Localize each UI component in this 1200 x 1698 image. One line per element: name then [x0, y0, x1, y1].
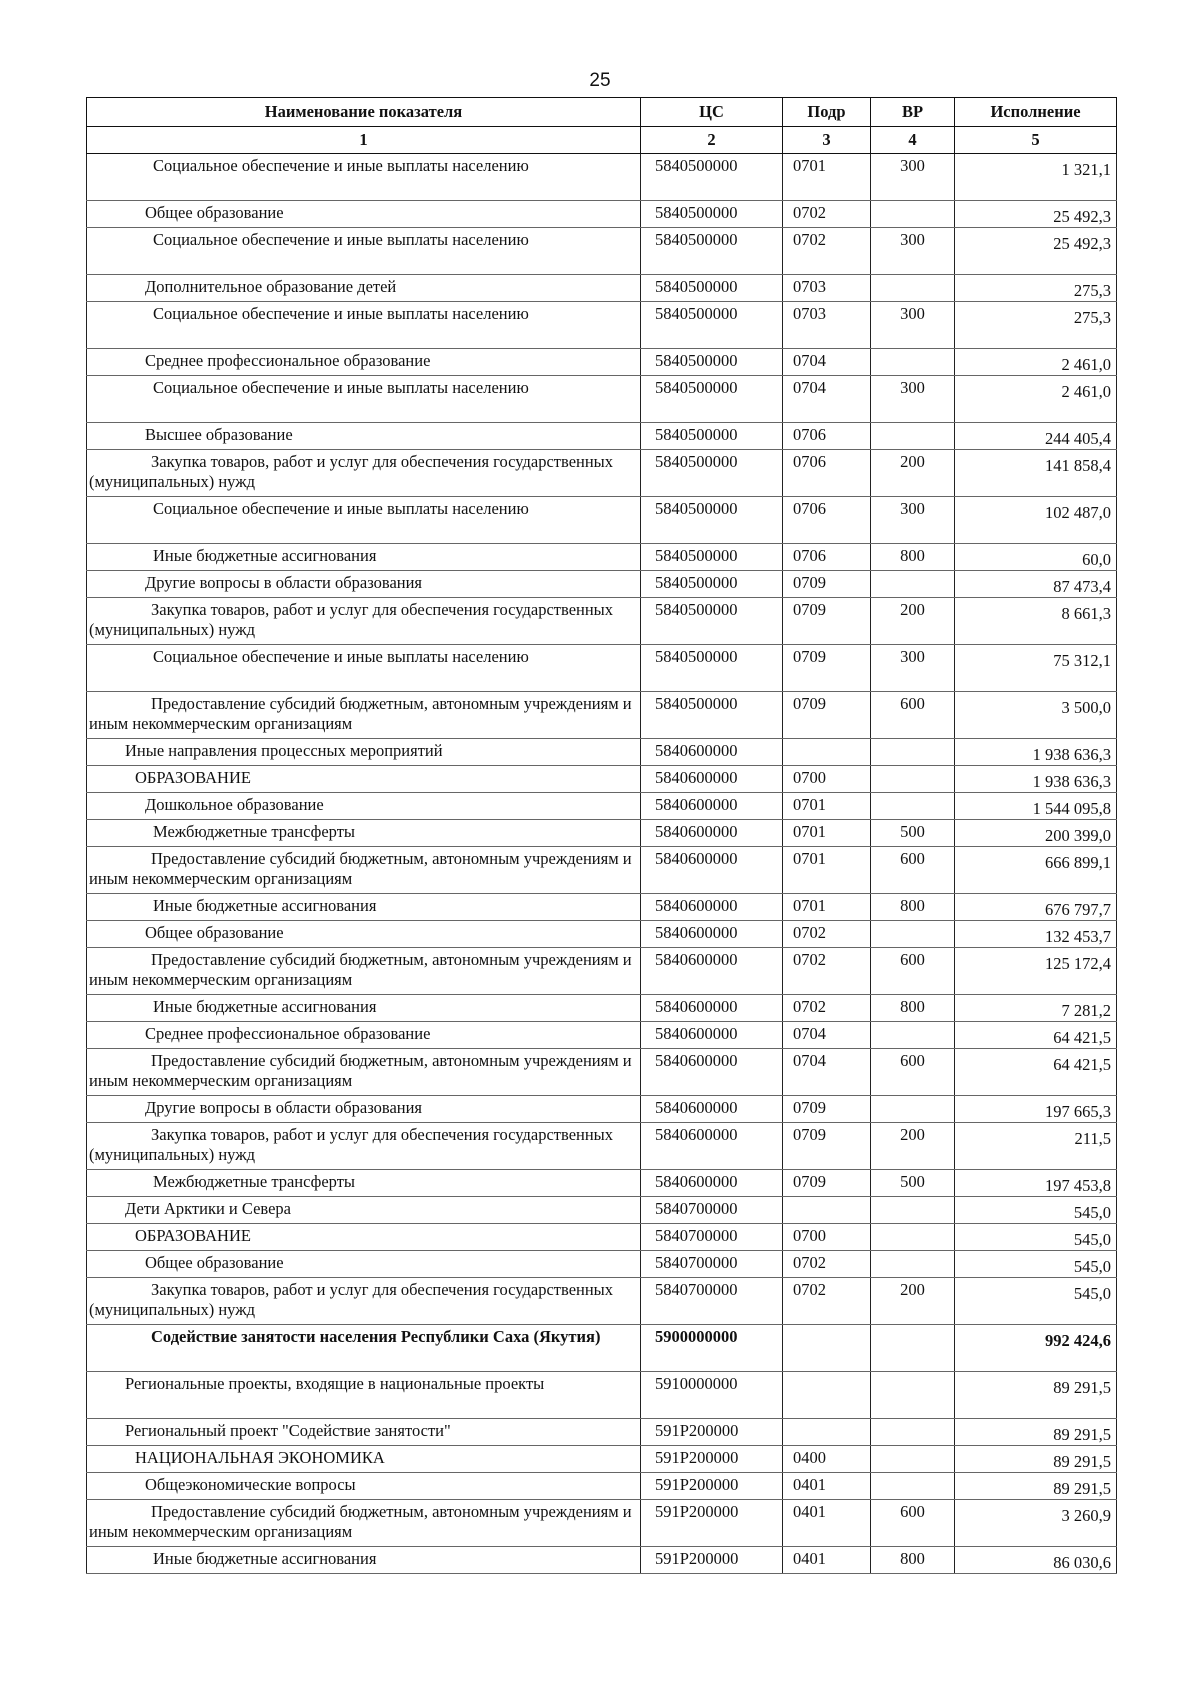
table-row: [87, 1197, 1117, 1224]
row-vr-cell: [871, 1096, 955, 1123]
row-vr-cell: [871, 275, 955, 302]
page-number: 25: [589, 70, 611, 91]
row-vr-cell: [871, 201, 955, 228]
row-vr-cell: 500: [871, 1170, 955, 1197]
row-isp-cell: 1 544 095,8: [955, 793, 1117, 820]
row-cs-cell: 5840500000: [641, 302, 783, 349]
table-row: [87, 497, 1117, 544]
row-vr-cell: [871, 1446, 955, 1473]
row-cs-cell: 5840600000: [641, 847, 783, 894]
row-name-cell: Межбюджетные трансферты: [87, 1170, 641, 1197]
header-number: 5: [955, 127, 1117, 154]
row-isp-cell: 545,0: [955, 1197, 1117, 1224]
row-podr-cell: 0709: [783, 692, 871, 739]
budget-execution-table: [86, 97, 1117, 1574]
row-name-cell: Закупка товаров, работ и услуг для обеспечения государственных (муниципальных) нужд: [87, 1278, 641, 1325]
row-name-cell: Социальное обеспечение и иные выплаты населению: [87, 497, 641, 544]
row-isp-cell: 3 500,0: [955, 692, 1117, 739]
row-isp-cell: 89 291,5: [955, 1419, 1117, 1446]
table-row: [87, 302, 1117, 349]
row-name-cell: Предоставление субсидий бюджетным, автономным учреждениям и иным некоммерческим организациям: [87, 1500, 641, 1547]
row-cs-cell: 5840500000: [641, 598, 783, 645]
row-name-cell: Другие вопросы в области образования: [87, 1096, 641, 1123]
table-row: [87, 739, 1117, 766]
row-cs-cell: 5840600000: [641, 948, 783, 995]
row-podr-cell: 0703: [783, 275, 871, 302]
row-vr-cell: 600: [871, 1049, 955, 1096]
row-name-cell: Региональный проект "Содействие занятости": [87, 1419, 641, 1446]
table-row: [87, 766, 1117, 793]
row-cs-cell: 5840500000: [641, 423, 783, 450]
row-vr-cell: [871, 1022, 955, 1049]
row-cs-cell: 5840500000: [641, 275, 783, 302]
row-name-cell: Иные направления процессных мероприятий: [87, 739, 641, 766]
row-name-cell: Общеэкономические вопросы: [87, 1473, 641, 1500]
row-podr-cell: 0709: [783, 1170, 871, 1197]
row-name-cell: Предоставление субсидий бюджетным, автономным учреждениям и иным некоммерческим организациям: [87, 847, 641, 894]
row-cs-cell: 591P200000: [641, 1419, 783, 1446]
table-row: [87, 692, 1117, 739]
row-name-cell: Общее образование: [87, 1251, 641, 1278]
table-row: [87, 921, 1117, 948]
row-cs-cell: 5840500000: [641, 544, 783, 571]
row-isp-cell: 102 487,0: [955, 497, 1117, 544]
row-isp-cell: 275,3: [955, 302, 1117, 349]
row-cs-cell: 5840600000: [641, 1096, 783, 1123]
table-row: [87, 1372, 1117, 1419]
row-name-cell: Предоставление субсидий бюджетным, автономным учреждениям и иным некоммерческим организациям: [87, 948, 641, 995]
row-cs-cell: 5840500000: [641, 497, 783, 544]
row-podr-cell: 0401: [783, 1547, 871, 1574]
row-isp-cell: 3 260,9: [955, 1500, 1117, 1547]
row-podr-cell: [783, 1197, 871, 1224]
table-row: [87, 423, 1117, 450]
table-row: [87, 1446, 1117, 1473]
row-vr-cell: [871, 766, 955, 793]
row-cs-cell: 5840500000: [641, 645, 783, 692]
row-name-cell: Дополнительное образование детей: [87, 275, 641, 302]
row-cs-cell: 5840500000: [641, 228, 783, 275]
table-row: [87, 349, 1117, 376]
row-podr-cell: 0702: [783, 1278, 871, 1325]
row-name-cell: Содействие занятости населения Республики Саха (Якутия): [87, 1325, 641, 1372]
table-body: [87, 154, 1117, 1574]
header-name: Наименование показателя: [87, 98, 641, 127]
row-name-cell: Общее образование: [87, 201, 641, 228]
row-cs-cell: 5910000000: [641, 1372, 783, 1419]
row-vr-cell: 600: [871, 692, 955, 739]
table-row: [87, 201, 1117, 228]
row-isp-cell: 87 473,4: [955, 571, 1117, 598]
row-podr-cell: 0701: [783, 820, 871, 847]
row-podr-cell: 0702: [783, 1251, 871, 1278]
row-vr-cell: 300: [871, 645, 955, 692]
row-cs-cell: 5840600000: [641, 921, 783, 948]
row-name-cell: Иные бюджетные ассигнования: [87, 894, 641, 921]
table-row: [87, 793, 1117, 820]
row-name-cell: Общее образование: [87, 921, 641, 948]
row-cs-cell: 5840600000: [641, 894, 783, 921]
row-vr-cell: 300: [871, 154, 955, 201]
row-name-cell: Предоставление субсидий бюджетным, автономным учреждениям и иным некоммерческим организациям: [87, 1049, 641, 1096]
row-vr-cell: 200: [871, 1123, 955, 1170]
row-name-cell: Иные бюджетные ассигнования: [87, 544, 641, 571]
row-isp-cell: 197 453,8: [955, 1170, 1117, 1197]
row-isp-cell: 211,5: [955, 1123, 1117, 1170]
row-name-cell: Среднее профессиональное образование: [87, 1022, 641, 1049]
row-name-cell: Другие вопросы в области образования: [87, 571, 641, 598]
table-row: [87, 571, 1117, 598]
row-podr-cell: 0704: [783, 376, 871, 423]
row-isp-cell: 992 424,6: [955, 1325, 1117, 1372]
row-podr-cell: 0702: [783, 921, 871, 948]
row-vr-cell: 500: [871, 820, 955, 847]
table-row: [87, 450, 1117, 497]
row-vr-cell: [871, 349, 955, 376]
row-vr-cell: 600: [871, 1500, 955, 1547]
row-isp-cell: 89 291,5: [955, 1473, 1117, 1500]
table-row: [87, 1251, 1117, 1278]
table-row: [87, 154, 1117, 201]
row-cs-cell: 5840500000: [641, 571, 783, 598]
row-name-cell: Закупка товаров, работ и услуг для обеспечения государственных (муниципальных) нужд: [87, 1123, 641, 1170]
row-name-cell: Иные бюджетные ассигнования: [87, 1547, 641, 1574]
table-header-row: [87, 98, 1117, 127]
row-name-cell: Предоставление субсидий бюджетным, автономным учреждениям и иным некоммерческим организациям: [87, 692, 641, 739]
row-cs-cell: 5840600000: [641, 793, 783, 820]
row-podr-cell: 0701: [783, 847, 871, 894]
row-name-cell: Региональные проекты, входящие в национальные проекты: [87, 1372, 641, 1419]
row-vr-cell: [871, 921, 955, 948]
row-cs-cell: 5840600000: [641, 1022, 783, 1049]
header-cs: ЦС: [641, 98, 783, 127]
row-name-cell: Социальное обеспечение и иные выплаты населению: [87, 302, 641, 349]
row-isp-cell: 25 492,3: [955, 228, 1117, 275]
row-isp-cell: 8 661,3: [955, 598, 1117, 645]
table-row: [87, 376, 1117, 423]
row-name-cell: Дети Арктики и Севера: [87, 1197, 641, 1224]
row-isp-cell: 75 312,1: [955, 645, 1117, 692]
row-podr-cell: 0702: [783, 948, 871, 995]
row-cs-cell: 591P200000: [641, 1500, 783, 1547]
row-name-cell: ОБРАЗОВАНИЕ: [87, 1224, 641, 1251]
row-cs-cell: 5840500000: [641, 692, 783, 739]
table-row: [87, 228, 1117, 275]
row-isp-cell: 89 291,5: [955, 1446, 1117, 1473]
table-row: [87, 1022, 1117, 1049]
row-vr-cell: 800: [871, 544, 955, 571]
header-number: 2: [641, 127, 783, 154]
row-isp-cell: 2 461,0: [955, 376, 1117, 423]
row-vr-cell: 200: [871, 450, 955, 497]
row-podr-cell: [783, 739, 871, 766]
row-podr-cell: 0702: [783, 201, 871, 228]
header-number: 1: [87, 127, 641, 154]
row-cs-cell: 591P200000: [641, 1473, 783, 1500]
row-name-cell: Иные бюджетные ассигнования: [87, 995, 641, 1022]
row-vr-cell: 300: [871, 497, 955, 544]
row-podr-cell: 0701: [783, 154, 871, 201]
row-podr-cell: 0709: [783, 571, 871, 598]
row-podr-cell: 0702: [783, 228, 871, 275]
table-row: [87, 1224, 1117, 1251]
header-number: 4: [871, 127, 955, 154]
row-podr-cell: 0700: [783, 766, 871, 793]
row-cs-cell: 5840500000: [641, 201, 783, 228]
row-podr-cell: [783, 1325, 871, 1372]
row-isp-cell: 666 899,1: [955, 847, 1117, 894]
row-isp-cell: 64 421,5: [955, 1049, 1117, 1096]
row-isp-cell: 125 172,4: [955, 948, 1117, 995]
row-podr-cell: 0701: [783, 894, 871, 921]
row-podr-cell: 0700: [783, 1224, 871, 1251]
row-cs-cell: 5840600000: [641, 1123, 783, 1170]
row-podr-cell: 0706: [783, 544, 871, 571]
row-vr-cell: 600: [871, 948, 955, 995]
row-cs-cell: 5840600000: [641, 1049, 783, 1096]
row-vr-cell: 600: [871, 847, 955, 894]
row-isp-cell: 1 938 636,3: [955, 739, 1117, 766]
table-row: [87, 1170, 1117, 1197]
row-isp-cell: 132 453,7: [955, 921, 1117, 948]
row-name-cell: НАЦИОНАЛЬНАЯ ЭКОНОМИКА: [87, 1446, 641, 1473]
row-name-cell: Межбюджетные трансферты: [87, 820, 641, 847]
table-row: [87, 598, 1117, 645]
row-vr-cell: [871, 793, 955, 820]
row-vr-cell: [871, 1197, 955, 1224]
row-name-cell: Закупка товаров, работ и услуг для обеспечения государственных (муниципальных) нужд: [87, 450, 641, 497]
row-cs-cell: 591P200000: [641, 1547, 783, 1574]
row-cs-cell: 5840700000: [641, 1197, 783, 1224]
row-podr-cell: 0401: [783, 1500, 871, 1547]
row-vr-cell: [871, 423, 955, 450]
table-row: [87, 1325, 1117, 1372]
row-isp-cell: 25 492,3: [955, 201, 1117, 228]
row-name-cell: Среднее профессиональное образование: [87, 349, 641, 376]
row-podr-cell: 0702: [783, 995, 871, 1022]
row-name-cell: ОБРАЗОВАНИЕ: [87, 766, 641, 793]
row-cs-cell: 591P200000: [641, 1446, 783, 1473]
row-vr-cell: [871, 571, 955, 598]
row-isp-cell: 197 665,3: [955, 1096, 1117, 1123]
row-podr-cell: 0706: [783, 497, 871, 544]
row-cs-cell: 5840500000: [641, 450, 783, 497]
row-cs-cell: 5840700000: [641, 1278, 783, 1325]
table-row: [87, 948, 1117, 995]
row-name-cell: Социальное обеспечение и иные выплаты населению: [87, 228, 641, 275]
table-row: [87, 1096, 1117, 1123]
row-vr-cell: 300: [871, 376, 955, 423]
row-podr-cell: 0400: [783, 1446, 871, 1473]
row-isp-cell: 141 858,4: [955, 450, 1117, 497]
row-name-cell: Дошкольное образование: [87, 793, 641, 820]
row-vr-cell: 200: [871, 1278, 955, 1325]
row-podr-cell: [783, 1419, 871, 1446]
row-cs-cell: 5840600000: [641, 1170, 783, 1197]
row-isp-cell: 7 281,2: [955, 995, 1117, 1022]
row-isp-cell: 1 938 636,3: [955, 766, 1117, 793]
row-podr-cell: 0709: [783, 645, 871, 692]
table-row: [87, 847, 1117, 894]
row-cs-cell: 5840600000: [641, 995, 783, 1022]
table-row: [87, 1500, 1117, 1547]
row-isp-cell: 60,0: [955, 544, 1117, 571]
row-podr-cell: 0709: [783, 598, 871, 645]
table-row: [87, 894, 1117, 921]
table-row: [87, 1123, 1117, 1170]
row-podr-cell: 0709: [783, 1123, 871, 1170]
row-isp-cell: 244 405,4: [955, 423, 1117, 450]
row-vr-cell: 800: [871, 894, 955, 921]
row-name-cell: Социальное обеспечение и иные выплаты населению: [87, 645, 641, 692]
table-row: [87, 1547, 1117, 1574]
header-number: 3: [783, 127, 871, 154]
table-header-numbers-row: [87, 127, 1117, 154]
row-isp-cell: 89 291,5: [955, 1372, 1117, 1419]
table-row: [87, 275, 1117, 302]
row-vr-cell: [871, 1325, 955, 1372]
row-cs-cell: 5840700000: [641, 1251, 783, 1278]
row-isp-cell: 275,3: [955, 275, 1117, 302]
row-isp-cell: 2 461,0: [955, 349, 1117, 376]
table-row: [87, 1049, 1117, 1096]
table-row: [87, 995, 1117, 1022]
row-podr-cell: 0401: [783, 1473, 871, 1500]
row-name-cell: Закупка товаров, работ и услуг для обеспечения государственных (муниципальных) нужд: [87, 598, 641, 645]
row-vr-cell: [871, 1473, 955, 1500]
row-name-cell: Высшее образование: [87, 423, 641, 450]
row-podr-cell: 0704: [783, 349, 871, 376]
row-isp-cell: 200 399,0: [955, 820, 1117, 847]
row-vr-cell: [871, 1251, 955, 1278]
row-vr-cell: [871, 1419, 955, 1446]
row-isp-cell: 545,0: [955, 1251, 1117, 1278]
row-cs-cell: 5840500000: [641, 349, 783, 376]
row-vr-cell: 200: [871, 598, 955, 645]
table-row: [87, 820, 1117, 847]
row-isp-cell: 86 030,6: [955, 1547, 1117, 1574]
row-vr-cell: [871, 1224, 955, 1251]
row-cs-cell: 5840600000: [641, 766, 783, 793]
table-row: [87, 645, 1117, 692]
row-vr-cell: [871, 739, 955, 766]
header-isp: Исполнение: [955, 98, 1117, 127]
row-cs-cell: 5840600000: [641, 820, 783, 847]
row-cs-cell: 5840500000: [641, 154, 783, 201]
row-cs-cell: 5840600000: [641, 739, 783, 766]
row-isp-cell: 1 321,1: [955, 154, 1117, 201]
row-isp-cell: 676 797,7: [955, 894, 1117, 921]
row-podr-cell: 0709: [783, 1096, 871, 1123]
row-name-cell: Социальное обеспечение и иные выплаты населению: [87, 154, 641, 201]
table-row: [87, 1278, 1117, 1325]
row-vr-cell: 800: [871, 1547, 955, 1574]
row-podr-cell: 0703: [783, 302, 871, 349]
row-vr-cell: 300: [871, 302, 955, 349]
header-podr: Подр: [783, 98, 871, 127]
row-podr-cell: 0701: [783, 793, 871, 820]
table-row: [87, 544, 1117, 571]
row-isp-cell: 545,0: [955, 1224, 1117, 1251]
row-cs-cell: 5840700000: [641, 1224, 783, 1251]
row-podr-cell: 0706: [783, 450, 871, 497]
row-podr-cell: [783, 1372, 871, 1419]
row-podr-cell: 0704: [783, 1049, 871, 1096]
row-cs-cell: 5900000000: [641, 1325, 783, 1372]
row-isp-cell: 545,0: [955, 1278, 1117, 1325]
row-cs-cell: 5840500000: [641, 376, 783, 423]
table-row: [87, 1419, 1117, 1446]
row-vr-cell: 800: [871, 995, 955, 1022]
row-podr-cell: 0704: [783, 1022, 871, 1049]
row-podr-cell: 0706: [783, 423, 871, 450]
row-vr-cell: [871, 1372, 955, 1419]
table-row: [87, 1473, 1117, 1500]
row-isp-cell: 64 421,5: [955, 1022, 1117, 1049]
header-vr: ВР: [871, 98, 955, 127]
row-vr-cell: 300: [871, 228, 955, 275]
row-name-cell: Социальное обеспечение и иные выплаты населению: [87, 376, 641, 423]
